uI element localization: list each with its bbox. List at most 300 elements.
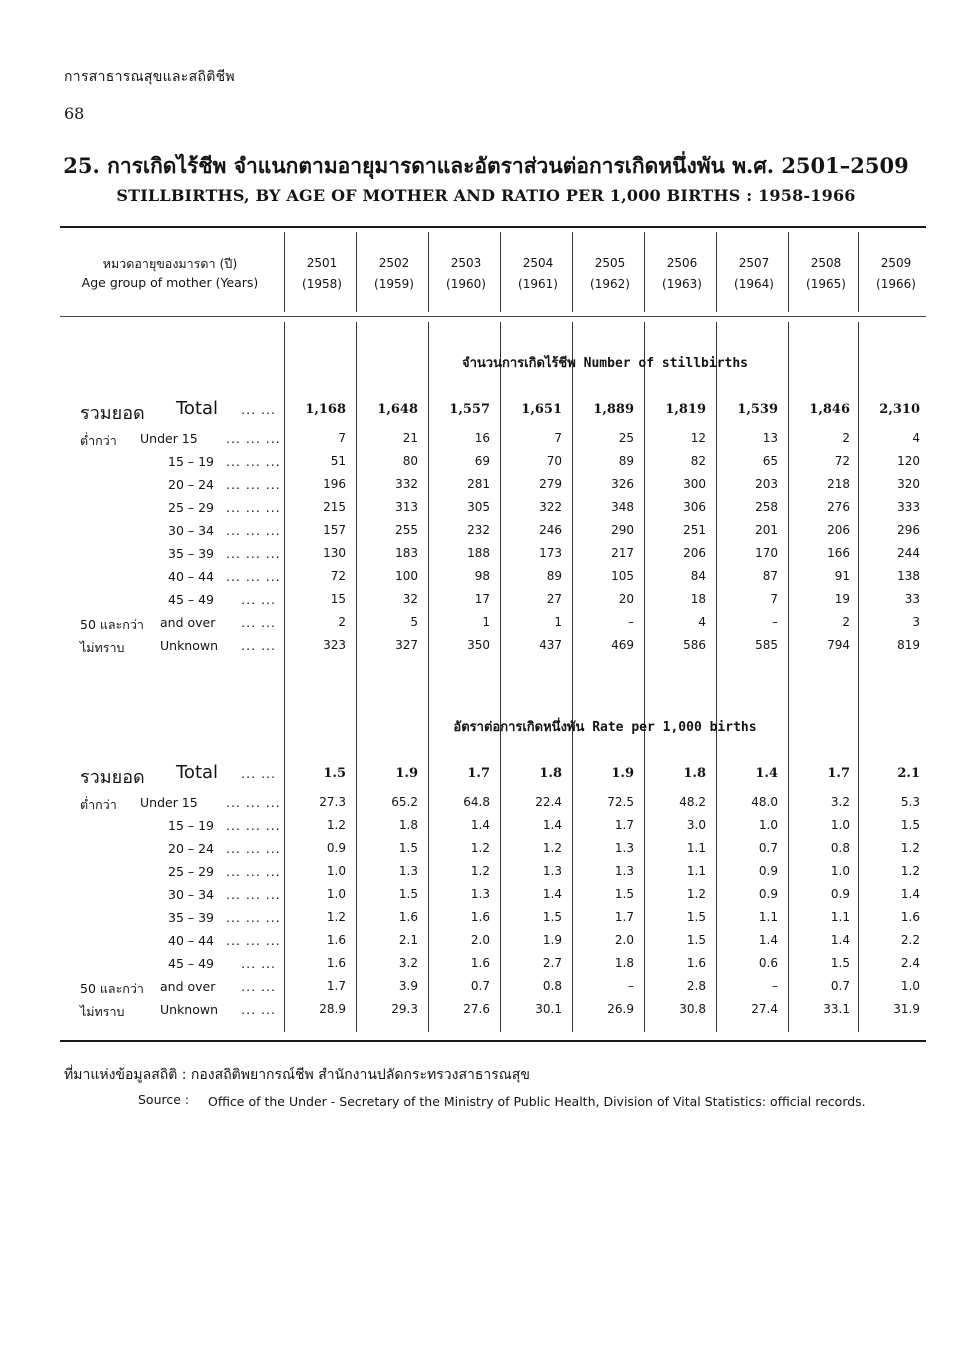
table-cell: 1.4 — [900, 887, 920, 901]
table-cell: 1.1 — [830, 910, 850, 924]
column-divider — [428, 232, 429, 312]
table-cell: 21 — [402, 431, 418, 445]
row-label-english: 25 – 29 — [168, 864, 215, 879]
table-cell: 1.2 — [542, 841, 562, 855]
table-cell: 1.2 — [326, 910, 346, 924]
header-bottom-rule — [60, 316, 926, 317]
table-cell: 0.9 — [758, 864, 778, 878]
column-divider — [284, 232, 285, 312]
table-cell: 0.9 — [758, 887, 778, 901]
table-cell: 201 — [755, 523, 778, 537]
table-cell: 1.2 — [470, 841, 490, 855]
table-cell: 2 — [842, 431, 850, 445]
table-cell: 1.0 — [326, 887, 346, 901]
column-divider — [500, 322, 501, 1032]
table-cell: 27 — [546, 592, 562, 606]
table-cell: 1,889 — [593, 402, 634, 417]
table-cell: 7 — [338, 431, 346, 445]
table-cell: 1.5 — [686, 933, 706, 947]
year-be: 2503 — [450, 256, 482, 270]
column-divider — [716, 322, 717, 1032]
row-label-english: 40 – 44 — [168, 933, 215, 948]
table-cell: 313 — [395, 500, 418, 514]
table-cell: 232 — [467, 523, 490, 537]
table-cell: 585 — [755, 638, 778, 652]
table-cell: 333 — [897, 500, 920, 514]
table-cell: 48.2 — [679, 795, 706, 809]
row-label-dots: ... ... ... — [226, 887, 281, 902]
table-cell: 18 — [690, 592, 706, 606]
row-label-english: Total — [176, 762, 219, 783]
table-cell: 1.3 — [614, 864, 634, 878]
table-cell: 290 — [611, 523, 634, 537]
table-cell: 1,539 — [737, 402, 778, 417]
table-cell: 1.8 — [683, 766, 706, 781]
column-divider — [788, 232, 789, 312]
table-cell: 1.5 — [830, 956, 850, 970]
table-cell: 16 — [474, 431, 490, 445]
table-cell: 246 — [539, 523, 562, 537]
source-english: Office of the Under - Secretary of the Ministry of Public Health, Division of Vital Statistics: official records. — [208, 1094, 866, 1109]
table-cell: 1.5 — [686, 910, 706, 924]
table-cell: 2.0 — [470, 933, 490, 947]
table-cell: 215 — [323, 500, 346, 514]
year-be: 2501 — [306, 256, 338, 270]
table-cell: 332 — [395, 477, 418, 491]
row-label-thai: ไม่ทราบ — [80, 640, 125, 655]
table-cell: 819 — [897, 638, 920, 652]
table-cell: 322 — [539, 500, 562, 514]
table-cell: 80 — [402, 454, 418, 468]
column-divider — [572, 232, 573, 312]
column-header-english: Age group of mother (Years) — [81, 275, 259, 290]
table-cell: 1.6 — [470, 956, 490, 970]
year-ad: (1960) — [446, 277, 486, 291]
running-header: การสาธารณสุขและสถิติชีพ — [64, 69, 235, 85]
table-cell: 217 — [611, 546, 634, 560]
year-ad: (1959) — [374, 277, 414, 291]
year-be: 2507 — [738, 256, 770, 270]
table-cell: 1,168 — [305, 402, 346, 417]
table-cell: 98 — [474, 569, 490, 583]
row-label-dots: ... ... ... — [226, 910, 281, 925]
table-cell: 251 — [683, 523, 706, 537]
table-cell: 2.8 — [686, 979, 706, 993]
table-cell: 1.3 — [614, 841, 634, 855]
table-cell: 19 — [834, 592, 850, 606]
row-label-thai: 50 และกว่า — [80, 981, 144, 996]
table-cell: 2.4 — [900, 956, 920, 970]
table-cell: 27.6 — [463, 1002, 490, 1016]
table-cell: 1.0 — [758, 818, 778, 832]
table-cell: 20 — [618, 592, 634, 606]
table-cell: 2 — [338, 615, 346, 629]
table-cell: 1.1 — [686, 841, 706, 855]
table-cell: 296 — [897, 523, 920, 537]
table-cell: 2 — [842, 615, 850, 629]
column-divider — [716, 232, 717, 312]
table-cell: 1.7 — [614, 818, 634, 832]
row-label-dots: ... ... ... — [226, 477, 281, 492]
row-label-dots: ... ... ... — [226, 500, 281, 515]
table-cell: 173 — [539, 546, 562, 560]
table-cell: 5 — [410, 615, 418, 629]
table-cell: 48.0 — [751, 795, 778, 809]
table-cell: – — [628, 979, 634, 993]
table-cell: 1.5 — [614, 887, 634, 901]
year-ad: (1958) — [302, 277, 342, 291]
table-cell: 4 — [698, 615, 706, 629]
table-cell: 1.5 — [542, 910, 562, 924]
table-cell: 1.0 — [830, 818, 850, 832]
table-cell: 130 — [323, 546, 346, 560]
table-cell: 305 — [467, 500, 490, 514]
table-cell: 1,651 — [521, 402, 562, 417]
row-label-dots: ... ... ... — [226, 795, 281, 810]
table-cell: 281 — [467, 477, 490, 491]
year-ad: (1966) — [876, 277, 916, 291]
column-divider — [284, 322, 285, 1032]
table-cell: 188 — [467, 546, 490, 560]
table-cell: 1.4 — [758, 933, 778, 947]
table-cell: 72 — [330, 569, 346, 583]
column-divider — [644, 322, 645, 1032]
table-cell: 586 — [683, 638, 706, 652]
table-cell: 1,648 — [377, 402, 418, 417]
column-divider — [644, 232, 645, 312]
table-cell: 7 — [554, 431, 562, 445]
row-label-thai: ไม่ทราบ — [80, 1004, 125, 1019]
table-cell: 1.6 — [470, 910, 490, 924]
table-cell: 84 — [690, 569, 706, 583]
page-number: 68 — [64, 104, 85, 123]
table-cell: 1.1 — [758, 910, 778, 924]
column-divider — [788, 322, 789, 1032]
row-label-dots: ... ... ... — [226, 454, 281, 469]
table-title-english: STILLBIRTHS, BY AGE OF MOTHER AND RATIO PER 1,000 BIRTHS : 1958-1966 — [116, 186, 856, 205]
row-label-english: 35 – 39 — [168, 910, 215, 925]
table-cell: 2,310 — [879, 402, 920, 417]
table-bottom-rule — [60, 1040, 926, 1042]
row-label-english: 20 – 24 — [168, 477, 215, 492]
row-label-english: and over — [160, 979, 216, 994]
table-cell: 1.7 — [614, 910, 634, 924]
year-ad: (1965) — [806, 277, 846, 291]
table-cell: 1,557 — [449, 402, 490, 417]
table-cell: 2.2 — [900, 933, 920, 947]
row-label-english: 45 – 49 — [168, 592, 215, 607]
row-label-thai: ต่ำกว่า — [80, 433, 117, 448]
table-cell: 0.6 — [758, 956, 778, 970]
table-cell: 196 — [323, 477, 346, 491]
table-cell: 1.3 — [470, 887, 490, 901]
table-cell: 327 — [395, 638, 418, 652]
table-cell: 30.8 — [679, 1002, 706, 1016]
table-cell: – — [772, 615, 778, 629]
table-cell: 5.3 — [900, 795, 920, 809]
table-cell: 3.0 — [686, 818, 706, 832]
table-cell: 64.8 — [463, 795, 490, 809]
row-label-english: 20 – 24 — [168, 841, 215, 856]
row-label-dots: ... ... ... — [226, 818, 281, 833]
table-cell: 1.1 — [686, 864, 706, 878]
row-label-dots: ... ... — [241, 956, 276, 971]
table-cell: 437 — [539, 638, 562, 652]
year-be: 2509 — [880, 256, 912, 270]
row-label-thai: รวมยอด — [80, 403, 145, 424]
table-cell: 26.9 — [607, 1002, 634, 1016]
year-ad: (1964) — [734, 277, 774, 291]
row-label-english: 15 – 19 — [168, 818, 215, 833]
year-be: 2506 — [666, 256, 698, 270]
table-cell: 17 — [474, 592, 490, 606]
table-cell: 1.2 — [900, 864, 920, 878]
row-label-dots: ... ... ... — [226, 431, 281, 446]
table-cell: 1.0 — [900, 979, 920, 993]
table-cell: 1.2 — [326, 818, 346, 832]
row-label-dots: ... ... — [241, 402, 276, 417]
table-cell: 0.7 — [758, 841, 778, 855]
table-cell: 157 — [323, 523, 346, 537]
row-label-thai: 50 และกว่า — [80, 617, 144, 632]
table-cell: 89 — [546, 569, 562, 583]
table-cell: 138 — [897, 569, 920, 583]
row-label-thai: รวมยอด — [80, 767, 145, 788]
table-cell: 28.9 — [319, 1002, 346, 1016]
row-label-english: 30 – 34 — [168, 887, 215, 902]
table-cell: 1.3 — [398, 864, 418, 878]
section-title: จำนวนการเกิดไร้ชีพ Number of stillbirths — [462, 356, 748, 371]
table-cell: 170 — [755, 546, 778, 560]
table-cell: 1.5 — [398, 887, 418, 901]
row-label-dots: ... ... ... — [226, 546, 281, 561]
table-cell: 72 — [834, 454, 850, 468]
column-divider — [858, 232, 859, 312]
table-cell: 1.8 — [614, 956, 634, 970]
table-cell: 1.2 — [470, 864, 490, 878]
row-label-thai: ต่ำกว่า — [80, 797, 117, 812]
row-label-english: 25 – 29 — [168, 500, 215, 515]
table-cell: 1 — [554, 615, 562, 629]
row-label-dots: ... ... ... — [226, 841, 281, 856]
table-cell: 0.7 — [470, 979, 490, 993]
table-cell: 1,846 — [809, 402, 850, 417]
year-ad: (1962) — [590, 277, 630, 291]
table-cell: 323 — [323, 638, 346, 652]
column-divider — [572, 322, 573, 1032]
table-cell: 32 — [402, 592, 418, 606]
table-cell: 1.4 — [830, 933, 850, 947]
table-cell: 3 — [912, 615, 920, 629]
table-cell: 12 — [690, 431, 706, 445]
table-cell: 300 — [683, 477, 706, 491]
table-cell: 33.1 — [823, 1002, 850, 1016]
table-cell: 4 — [912, 431, 920, 445]
row-label-dots: ... ... — [241, 592, 276, 607]
column-divider — [356, 322, 357, 1032]
table-cell: 3.2 — [398, 956, 418, 970]
table-cell: 91 — [834, 569, 850, 583]
table-cell: 0.9 — [830, 887, 850, 901]
table-cell: 29.3 — [391, 1002, 418, 1016]
column-divider — [356, 232, 357, 312]
table-cell: 22.4 — [535, 795, 562, 809]
table-cell: 89 — [618, 454, 634, 468]
table-cell: 105 — [611, 569, 634, 583]
row-label-dots: ... ... ... — [226, 933, 281, 948]
table-cell: 27.3 — [319, 795, 346, 809]
year-be: 2502 — [378, 256, 410, 270]
table-cell: 1.4 — [755, 766, 778, 781]
table-cell: 326 — [611, 477, 634, 491]
row-label-english: Unknown — [160, 1002, 219, 1017]
table-cell: 183 — [395, 546, 418, 560]
row-label-english: 45 – 49 — [168, 956, 215, 971]
table-cell: 1.8 — [398, 818, 418, 832]
row-label-english: Unknown — [160, 638, 219, 653]
row-label-english: 40 – 44 — [168, 569, 215, 584]
table-cell: 276 — [827, 500, 850, 514]
table-cell: 31.9 — [893, 1002, 920, 1016]
table-cell: 166 — [827, 546, 850, 560]
table-cell: 1.6 — [326, 956, 346, 970]
source-thai: ที่มาแห่งข้อมูลสถิติ : กองสถิติพยากรณ์ชีพ สำนักงานปลัดกระทรวงสาธารณสุข — [64, 1067, 530, 1083]
table-cell: 1.5 — [900, 818, 920, 832]
table-cell: 218 — [827, 477, 850, 491]
table-cell: 1.2 — [900, 841, 920, 855]
row-label-dots: ... ... — [241, 615, 276, 630]
table-cell: 0.8 — [830, 841, 850, 855]
row-label-dots: ... ... — [241, 638, 276, 653]
table-cell: 206 — [827, 523, 850, 537]
row-label-dots: ... ... — [241, 1002, 276, 1017]
table-cell: 15 — [330, 592, 346, 606]
table-cell: 1.7 — [827, 766, 850, 781]
table-cell: 1.3 — [542, 864, 562, 878]
table-cell: 3.9 — [398, 979, 418, 993]
table-cell: 27.4 — [751, 1002, 778, 1016]
year-ad: (1963) — [662, 277, 702, 291]
table-cell: 794 — [827, 638, 850, 652]
table-cell: 2.7 — [542, 956, 562, 970]
table-title-thai: 25. การเกิดไร้ชีพ จำแนกตามอายุมารดาและอัตราส่วนต่อการเกิดหนึ่งพัน พ.ศ. 2501–2509 — [63, 153, 909, 178]
table-cell: 72.5 — [607, 795, 634, 809]
table-cell: 25 — [618, 431, 634, 445]
column-divider — [858, 322, 859, 1032]
table-cell: – — [772, 979, 778, 993]
table-cell: 1.7 — [467, 766, 490, 781]
table-cell: 1.6 — [686, 956, 706, 970]
table-cell: 1.6 — [900, 910, 920, 924]
table-cell: 255 — [395, 523, 418, 537]
table-cell: 33 — [904, 592, 920, 606]
year-ad: (1961) — [518, 277, 558, 291]
table-cell: 0.8 — [542, 979, 562, 993]
table-cell: 1.9 — [542, 933, 562, 947]
table-cell: 2.0 — [614, 933, 634, 947]
table-cell: 1.7 — [326, 979, 346, 993]
table-cell: 65 — [762, 454, 778, 468]
year-be: 2505 — [594, 256, 626, 270]
table-cell: 1.4 — [542, 818, 562, 832]
table-cell: 51 — [330, 454, 346, 468]
table-cell: 0.9 — [326, 841, 346, 855]
table-cell: 87 — [762, 569, 778, 583]
row-label-dots: ... ... ... — [226, 569, 281, 584]
table-cell: 65.2 — [391, 795, 418, 809]
table-cell: 3.2 — [830, 795, 850, 809]
table-cell: 1.4 — [542, 887, 562, 901]
row-label-dots: ... ... ... — [226, 864, 281, 879]
source-label: Source : — [138, 1092, 190, 1107]
table-cell: 1.8 — [539, 766, 562, 781]
table-cell: 320 — [897, 477, 920, 491]
table-cell: 206 — [683, 546, 706, 560]
table-cell: 82 — [690, 454, 706, 468]
row-label-english: Under 15 — [140, 795, 198, 810]
column-divider — [428, 322, 429, 1032]
table-cell: 69 — [474, 454, 490, 468]
table-cell: 1.9 — [395, 766, 418, 781]
table-cell: 350 — [467, 638, 490, 652]
table-top-rule — [60, 226, 926, 228]
section-title: อัตราต่อการเกิดหนึ่งพัน Rate per 1,000 births — [453, 720, 757, 735]
table-cell: 100 — [395, 569, 418, 583]
table-cell: 469 — [611, 638, 634, 652]
table-cell: 7 — [770, 592, 778, 606]
table-cell: 244 — [897, 546, 920, 560]
row-label-dots: ... ... — [241, 766, 276, 781]
table-cell: 203 — [755, 477, 778, 491]
table-cell: 348 — [611, 500, 634, 514]
table-cell: 1.9 — [611, 766, 634, 781]
table-cell: 1,819 — [665, 402, 706, 417]
table-cell: 1.5 — [323, 766, 346, 781]
row-label-dots: ... ... — [241, 979, 276, 994]
row-label-english: 30 – 34 — [168, 523, 215, 538]
table-cell: 1.5 — [398, 841, 418, 855]
table-cell: 1.6 — [326, 933, 346, 947]
table-cell: 13 — [762, 431, 778, 445]
row-label-english: and over — [160, 615, 216, 630]
column-divider — [500, 232, 501, 312]
row-label-english: 35 – 39 — [168, 546, 215, 561]
column-header-thai: หมวดอายุของมารดา (ปี) — [102, 256, 238, 271]
table-cell: 306 — [683, 500, 706, 514]
table-cell: 70 — [546, 454, 562, 468]
table-cell: 1.0 — [830, 864, 850, 878]
row-label-dots: ... ... ... — [226, 523, 281, 538]
table-cell: 1.2 — [686, 887, 706, 901]
table-cell: 1.0 — [326, 864, 346, 878]
table-cell: 1.4 — [470, 818, 490, 832]
year-be: 2504 — [522, 256, 554, 270]
table-cell: 1 — [482, 615, 490, 629]
table-cell: – — [628, 615, 634, 629]
table-cell: 0.7 — [830, 979, 850, 993]
table-cell: 279 — [539, 477, 562, 491]
table-cell: 2.1 — [897, 766, 920, 781]
table-cell: 258 — [755, 500, 778, 514]
row-label-english: Under 15 — [140, 431, 198, 446]
table-cell: 30.1 — [535, 1002, 562, 1016]
table-cell: 120 — [897, 454, 920, 468]
row-label-english: Total — [176, 398, 219, 419]
table-cell: 2.1 — [398, 933, 418, 947]
row-label-english: 15 – 19 — [168, 454, 215, 469]
year-be: 2508 — [810, 256, 842, 270]
table-cell: 1.6 — [398, 910, 418, 924]
